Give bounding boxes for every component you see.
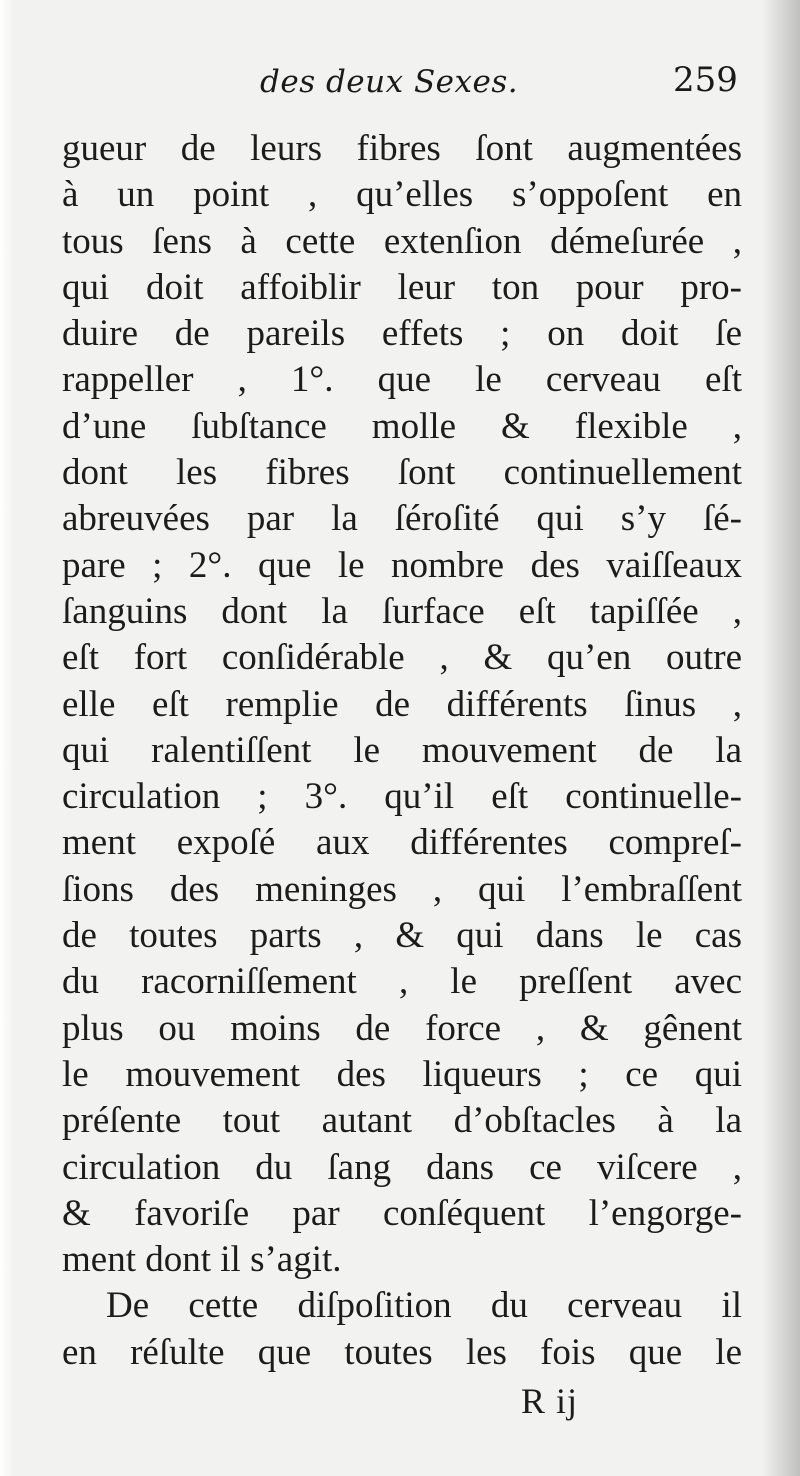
text-line: pare ; 2°. que le nombre des vaiſſeaux (62, 544, 742, 586)
running-head (0, 60, 800, 120)
text-line: circulation ; 3°. qu’il eſt continuelle- (62, 776, 742, 818)
page-number: 259 (673, 60, 738, 100)
text-line: & favoriſe par conſéquent l’engorge- (62, 1192, 742, 1234)
text-line: eſt fort conſidérable , & qu’en outre (62, 637, 742, 679)
running-title: des deux Sexes. (260, 64, 519, 100)
text-line: plus ou moins de force , & gênent (62, 1007, 742, 1049)
text-line: préſente tout autant d’obſtacles à la (62, 1100, 742, 1142)
text-line: ſions des meninges , qui l’embraſſent (62, 868, 742, 910)
body-text (62, 126, 742, 1376)
text-line: circulation du ſang dans ce viſcere , (62, 1146, 742, 1188)
text-line: tous ſens à cette extenſion démeſurée , (62, 220, 742, 262)
text-line: elle eſt remplie de différents ſinus , (62, 683, 742, 725)
text-line: gueur de leurs fibres ſont augmentées (62, 128, 742, 169)
text-line: dont les fibres ſont continuellement (62, 452, 742, 494)
text-line: à un point , qu’elles s’oppoſent en (62, 174, 742, 216)
text-line: ment expoſé aux différentes compreſ- (62, 822, 742, 864)
text-line: d’une ſubſtance molle & flexible , (62, 405, 742, 447)
signature-mark: R ij (521, 1381, 579, 1421)
text-line: rappeller , 1°. que le cerveau eſt (62, 359, 742, 401)
text-line: qui ralentiſſent le mouvement de la (62, 729, 742, 771)
text-line: qui doit affoiblir leur ton pour pro- (62, 266, 742, 308)
text-line: le mouvement des liqueurs ; ce qui (62, 1053, 742, 1095)
text-line: abreuvées par la ſéroſité qui s’y ſé- (62, 498, 742, 540)
text-line: en réſulte que toutes les fois que le (62, 1331, 742, 1373)
paragraph-end-line: ment dont il s’agit. (62, 1239, 342, 1281)
text-line: de toutes parts , & qui dans le cas (62, 915, 742, 957)
text-line: duire de pareils effets ; on doit ſe (62, 313, 742, 355)
paragraph-start-line: De cette diſpoſition du cerveau il (106, 1285, 742, 1327)
text-line: ſanguins dont la ſurface eſt tapiſſée , (62, 590, 742, 632)
page-left-edge (0, 0, 14, 1476)
text-line: du racorniſſement , le preſſent avec (62, 961, 742, 1003)
page-right-edge-shadow (762, 0, 800, 1476)
